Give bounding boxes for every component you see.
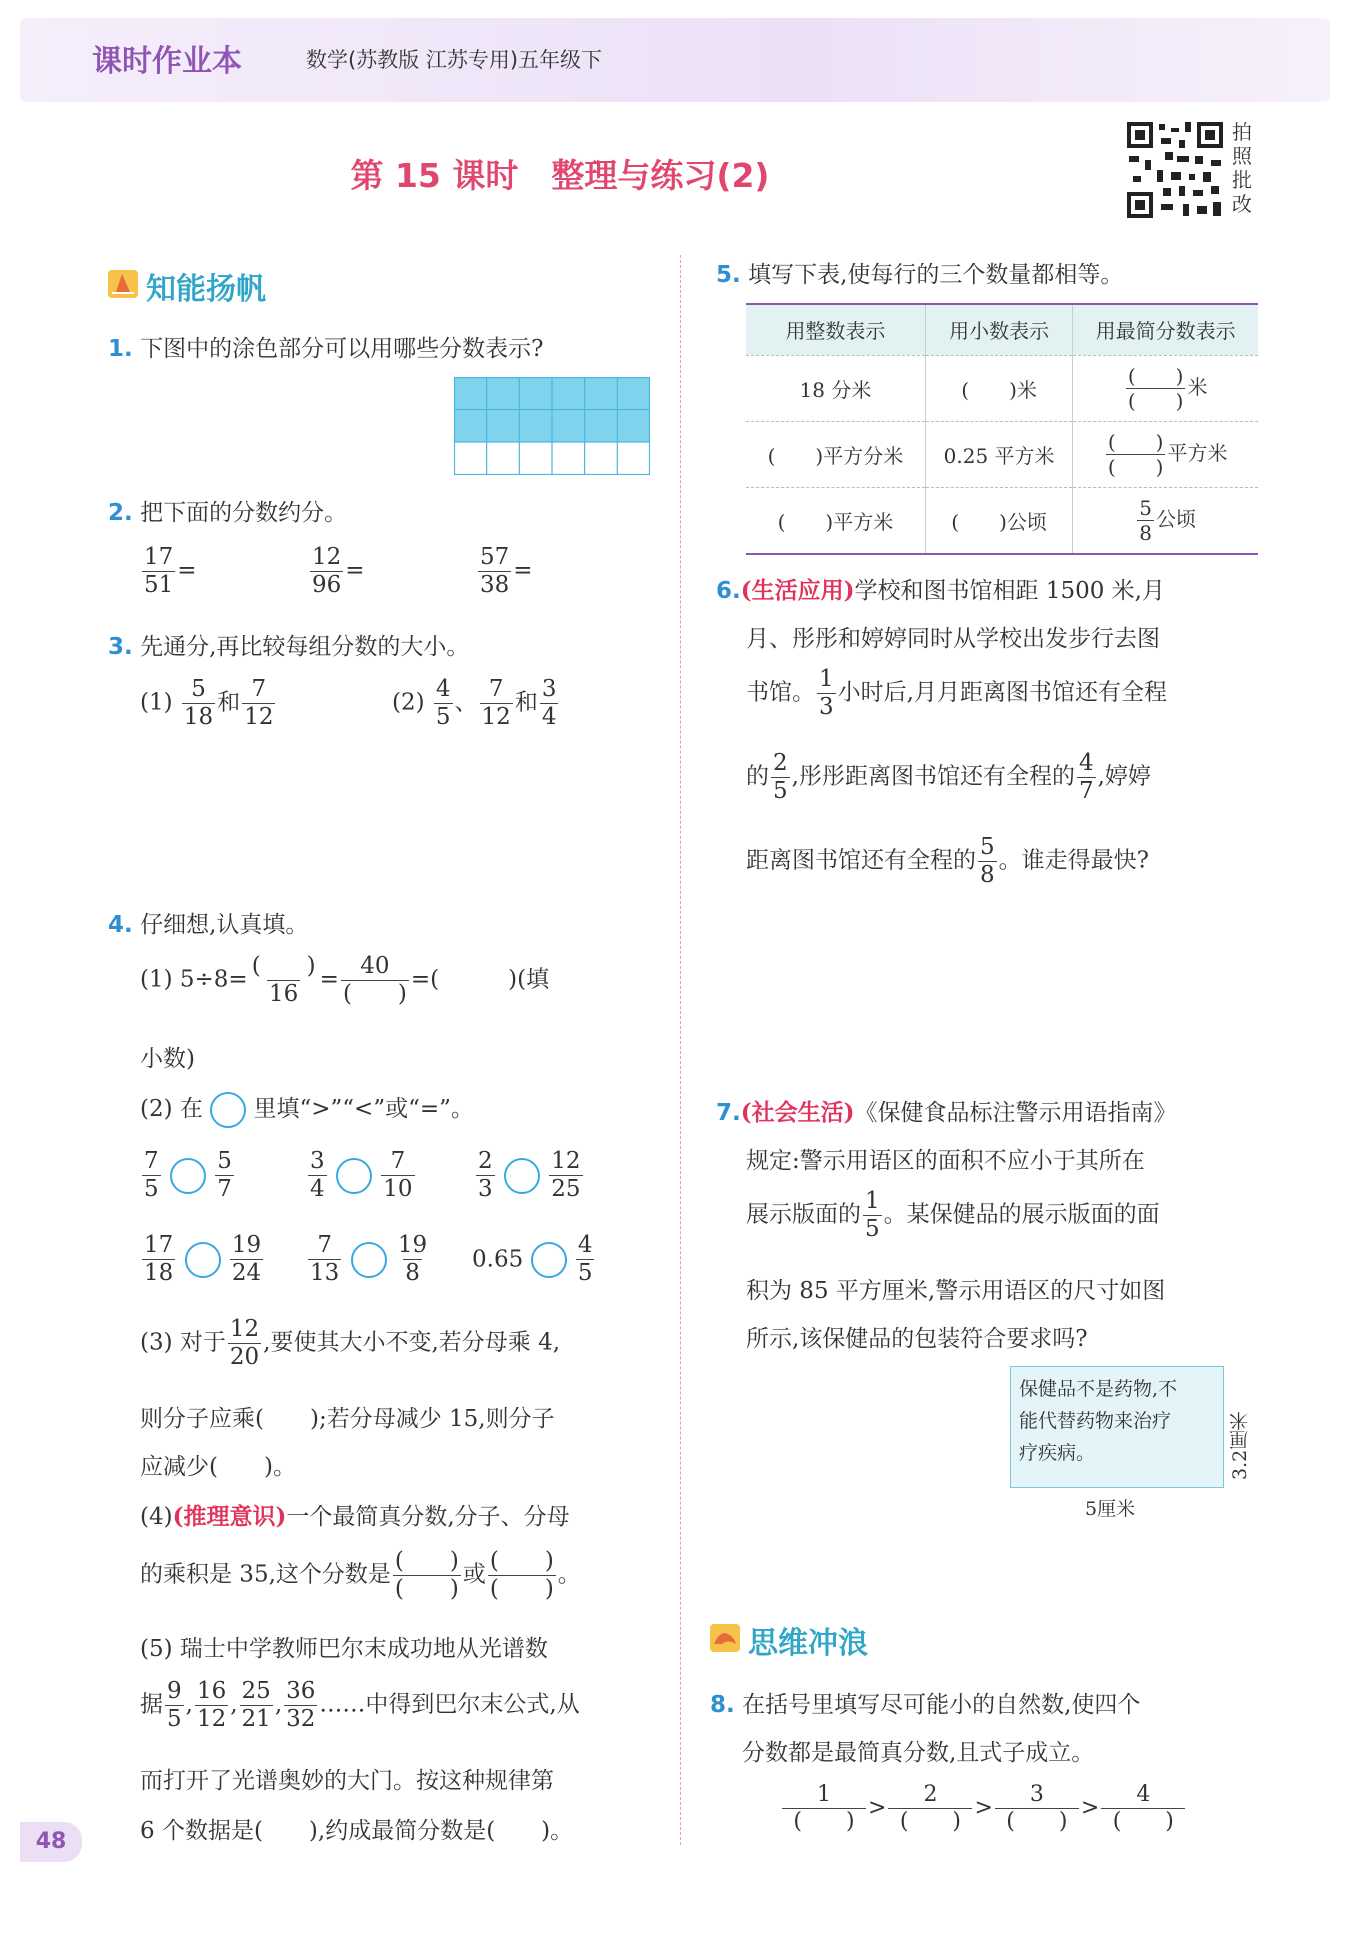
compare-circle[interactable] [351,1242,387,1278]
q4-line-4b: 的乘积是 35,这个分数是 $\frac{( )}{( )}$ 或 $\frac{( )}{( )}$ 。 [140,1548,581,1602]
header-subtitle: 数学(苏教版 江苏专用)五年级下 [306,48,603,72]
q5-cell[interactable]: ( )平方分米 [746,421,925,487]
compare-circle-example [210,1092,246,1128]
compare-item-3: $\frac{2}{3}$ $\frac{12}{25}$ [478,1148,581,1202]
q8-line-2: 分数都是最简真分数,且式子成立。 [742,1740,1095,1766]
q4-line-1: (1) 5÷8= $\frac{( )}{16}$ = $\frac{40}{( )}$ =( )(填 [140,953,550,1007]
q7-line-3: 展示版面的 $\frac{1}{5}$ 。某保健品的展示版面的面 [746,1188,1160,1242]
q4-line-5: (5) 瑞士中学教师巴尔末成功地从光谱数 [140,1636,548,1662]
q6-line-3: 书馆。 $\frac{1}{3}$ 小时后,月月距离图书馆还有全程 [746,666,1167,720]
q1-text: 下图中的涂色部分可以用哪些分数表示? [140,336,544,362]
q5-header: 用整数表示 [746,305,925,355]
q5-cell[interactable]: $\frac{( )}{( )}$ 米 [1073,355,1258,421]
q3-part-1: (1) $\frac{5}{18}$ 和 $\frac{7}{12}$ [140,676,274,730]
q6-line-2: 月、彤彤和婷婷同时从学校出发步行去图 [746,626,1160,652]
q2-item-3: $\frac{57}{38}$ = [480,544,533,598]
q5-number: 5. [716,262,741,288]
q5-cell[interactable]: ( )公顷 [925,487,1072,553]
header-brand: 课时作业本 [92,44,242,79]
q3-text: 先通分,再比较每组分数的大小。 [140,634,470,660]
q4-line-5b: 据 $\frac{9}{5}$ , $\frac{16}{12}$ , $\frac{25}{21}$ , $\frac{36}{32}$ ……中得到巴尔末公式,从 [140,1678,580,1732]
q7-line-1: 7.(社会生活)《保健食品标注警示用语指南》 [716,1099,1177,1126]
compare-circle[interactable] [336,1158,372,1194]
compare-item-4: $\frac{17}{18}$ $\frac{19}{24}$ [144,1232,262,1286]
compare-circle[interactable] [504,1158,540,1194]
q7-height-label: 3.2厘米 [1229,1411,1251,1480]
q1-number: 1. [108,336,133,362]
q8-line-1: 8. 在括号里填写尽可能小的自然数,使四个 [710,1692,1141,1718]
q5-cell[interactable]: ( )米 [925,355,1072,421]
q4-line-1-cont: 小数) [140,1046,195,1072]
section-title-2: 思维冲浪 [748,1626,868,1661]
q5-cell[interactable]: $\frac{( )}{( )}$ 平方米 [1073,421,1258,487]
q4-text: 仔细想,认真填。 [140,912,309,938]
compare-circle[interactable] [185,1242,221,1278]
q3-part-2: (2) $\frac{4}{5}$ 、 $\frac{7}{12}$ 和 $\frac{3}{4}$ [392,676,557,730]
compare-item-2: $\frac{3}{4}$ $\frac{7}{10}$ [310,1148,413,1202]
q7-line-4: 积为 85 平方厘米,警示用语区的尺寸如图 [746,1278,1166,1304]
column-divider [680,255,681,1845]
q5-text: 填写下表,使每行的三个数量都相等。 [748,262,1124,288]
warning-label-box: 保健品不是药物,不 能代替药物来治疗 疗疾病。 [1010,1366,1224,1488]
q2-item-2: $\frac{12}{96}$ = [312,544,365,598]
q5-cell[interactable]: ( )平方米 [746,487,925,553]
q5-header: 用最简分数表示 [1073,305,1258,355]
q5-cell: 18 分米 [746,355,925,421]
qr-code[interactable] [1125,120,1225,220]
page-title: 第 15 课时 整理与练习(2) [350,156,770,195]
compare-item-6: 0.65 $\frac{4}{5}$ [472,1232,593,1286]
q1-grid [454,377,650,481]
compare-item-1: $\frac{7}{5}$ $\frac{5}{7}$ [144,1148,232,1202]
q7-line-5: 所示,该保健品的包装符合要求吗? [746,1326,1088,1352]
q5-cell: 0.25 平方米 [925,421,1072,487]
q7-width-label: 5厘米 [1085,1498,1136,1520]
compare-circle[interactable] [170,1158,206,1194]
q4-line-4: (4)(推理意识)一个最简真分数,分子、分母 [140,1503,570,1530]
q5-table [746,303,1258,555]
q6-line-4: 的 $\frac{2}{5}$ ,彤彤距离图书馆还有全程的 $\frac{4}{7}$ ,婷婷 [746,750,1151,804]
q4-line-3b: 则分子应乘( );若分母减少 15,则分子 [140,1406,555,1432]
compare-circle[interactable] [531,1242,567,1278]
sail-icon [108,270,138,298]
q4-line-3c: 应减少( )。 [140,1454,296,1480]
q6-line-1: 6.(生活应用)学校和图书馆相距 1500 米,月 [716,577,1165,604]
q4-line-5d: 6 个数据是( ),约成最简分数是( )。 [140,1818,574,1844]
q4-line-5c: 而打开了光谱奥妙的大门。按这种规律第 [140,1768,554,1794]
q3-number: 3. [108,634,133,660]
q2-text: 把下面的分数约分。 [140,500,348,526]
section-title-1: 知能扬帆 [146,272,266,307]
compare-item-5: $\frac{7}{13}$ $\frac{19}{8}$ [310,1232,428,1286]
q7-line-2: 规定:警示用语区的面积不应小于其所在 [746,1148,1145,1174]
q5-cell: $\frac{5}{8}$ 公顷 [1073,487,1258,553]
q6-line-5: 距离图书馆还有全程的 $\frac{5}{8}$ 。谁走得最快? [746,834,1149,888]
q4-line-2: (2) 在 里填“>”“<”或“=”。 [140,1090,474,1128]
q5-header: 用小数表示 [925,305,1072,355]
qr-caption: 拍照批改 [1232,120,1252,216]
q4-line-3: (3) 对于 $\frac{12}{20}$ ,要使其大小不变,若分母乘 4, [140,1316,561,1370]
q2-number: 2. [108,500,133,526]
page-number: 48 [20,1822,82,1862]
q4-number: 4. [108,912,133,938]
q8-inequality: $\frac{1}{( )}$ > $\frac{2}{( )}$ > $\frac{3}{( )}$ > $\frac{4}{( )}$ [780,1784,1187,1833]
q2-item-1: $\frac{17}{51}$ = [144,544,197,598]
wave-icon [710,1624,740,1652]
